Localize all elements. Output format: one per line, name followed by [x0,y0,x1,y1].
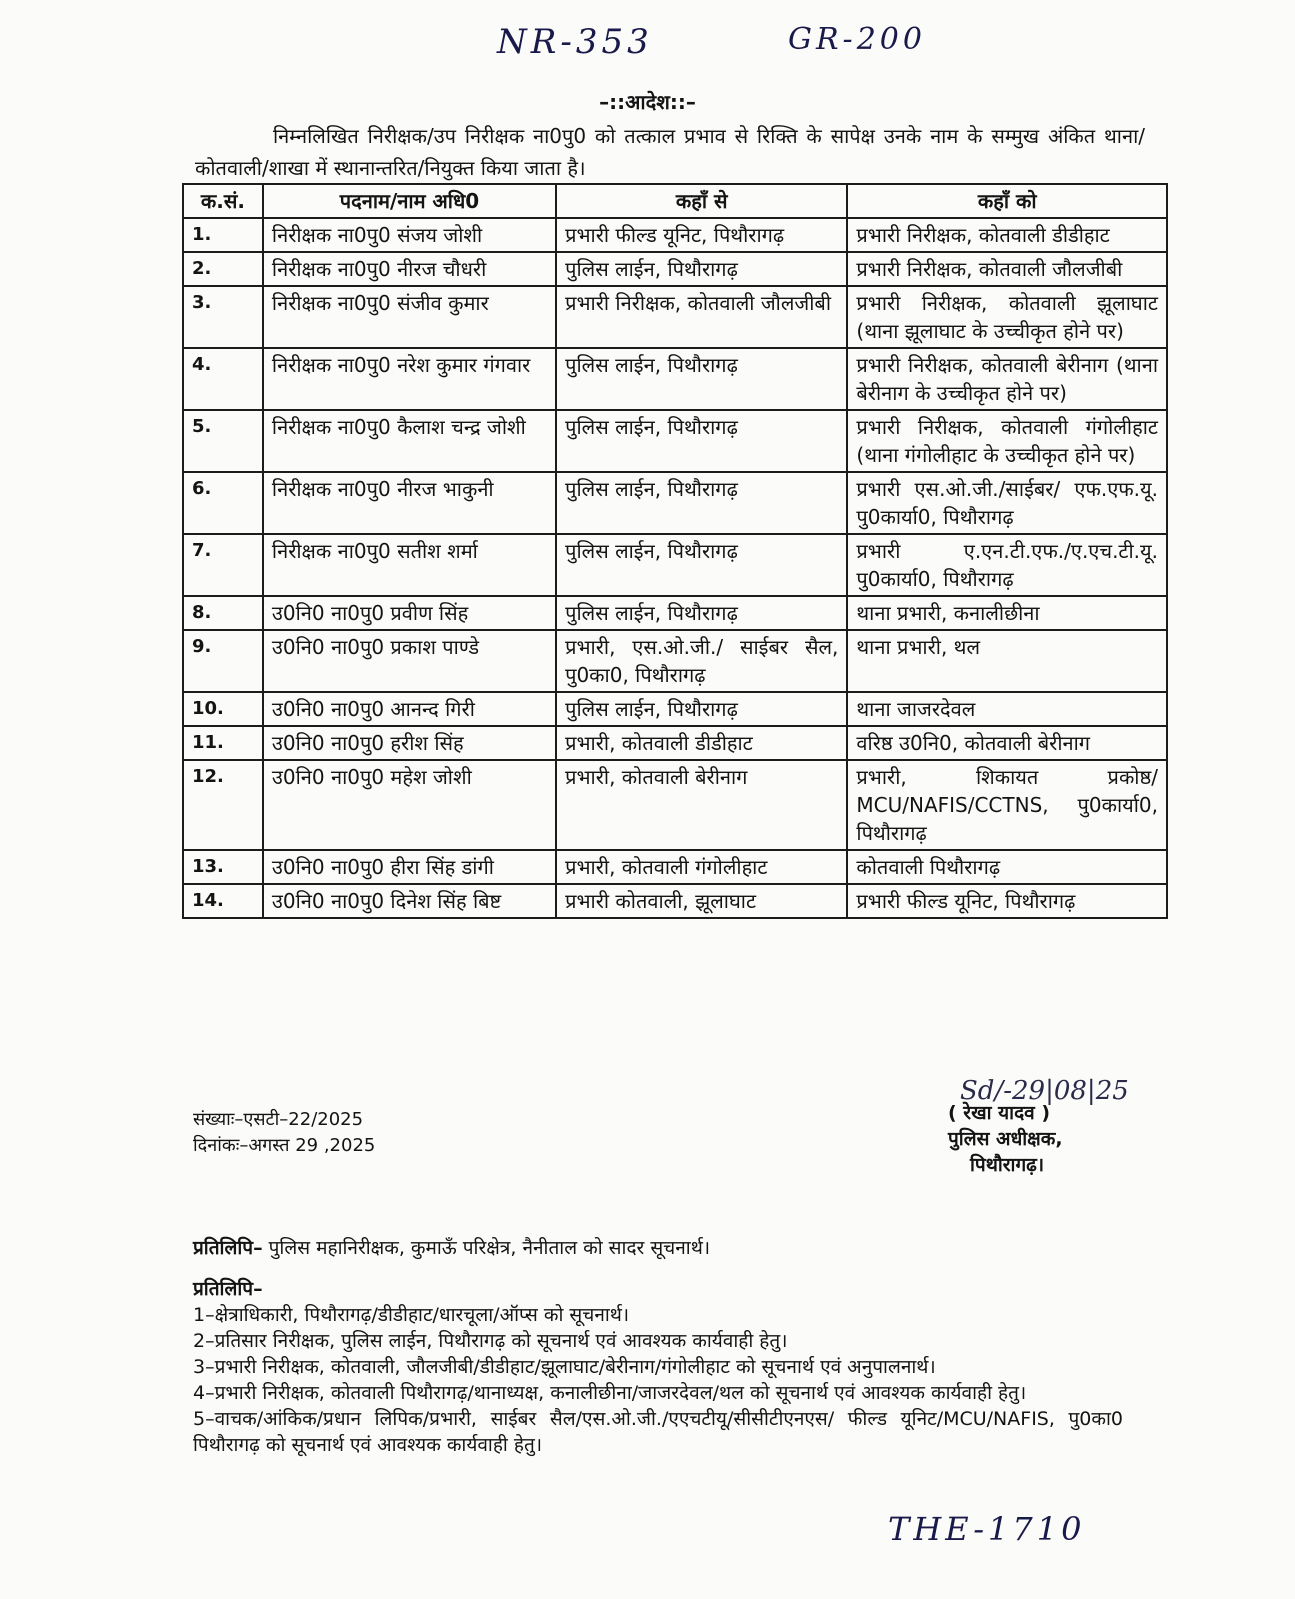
row-from: प्रभारी, एस.ओ.जी./ साईबर सैल, पु0का0, पिथौरागढ़ [556,630,847,692]
row-serial: 1. [183,218,263,252]
row-to: थाना प्रभारी, थल [847,630,1167,692]
row-serial: 2. [183,252,263,286]
row-serial: 8. [183,596,263,630]
reference-date: दिनांकः–अगस्त 29 ,2025 [193,1135,376,1156]
order-title: –::आदेश::– [599,90,696,114]
table-row [183,850,1167,884]
table-row [183,472,1167,534]
row-from: प्रभारी फील्ड यूनिट, पिथौरागढ़ [556,218,847,252]
row-to: प्रभारी एस.ओ.जी./साईबर/ एफ.एफ.यू. पु0कार्या0, पिथौरागढ़ [847,472,1167,534]
row-to: वरिष्ठ उ0नि0, कोतवाली बेरीनाग [847,726,1167,760]
row-serial: 10. [183,692,263,726]
reference-number: संख्याः–एसटी–22/2025 [193,1109,364,1130]
row-designation-name: निरीक्षक ना0पु0 नीरज भाकुनी [263,472,556,534]
handwritten-note-top-left: NR-353 [497,22,653,62]
table-row [183,630,1167,692]
row-to: प्रभारी निरीक्षक, कोतवाली झूलाघाट (थाना झूलाघाट के उच्चीकृत होने पर) [847,286,1167,348]
row-from: प्रभारी निरीक्षक, कोतवाली जौलजीबी [556,286,847,348]
row-from: पुलिस लाईन, पिथौरागढ़ [556,472,847,534]
signatory-place: पिथौरागढ़। [970,1154,1045,1176]
row-serial: 12. [183,760,263,850]
copy-first [193,1234,710,1260]
table-row [183,760,1167,850]
table-row [183,348,1167,410]
row-designation-name: निरीक्षक ना0पु0 संजीव कुमार [263,286,556,348]
row-designation-name: उ0नि0 ना0पु0 हीरा सिंह डांगी [263,850,556,884]
signature-scrawl: Sd/-29|08|25 [960,1076,1129,1106]
row-to: प्रभारी फील्ड यूनिट, पिथौरागढ़ [847,884,1167,918]
header-from: कहाँ से [556,184,847,218]
table-row [183,286,1167,348]
table-row [183,534,1167,596]
copy-list [193,1276,1123,1458]
header-designation-name: पदनाम/नाम अधि0 [263,184,556,218]
row-designation-name: उ0नि0 ना0पु0 प्रवीण सिंह [263,596,556,630]
row-to: प्रभारी निरीक्षक, कोतवाली गंगोलीहाट (थाना गंगोलीहाट के उच्चीकृत होने पर) [847,410,1167,472]
transfer-table [182,183,1168,919]
row-serial: 6. [183,472,263,534]
row-to: प्रभारी निरीक्षक, कोतवाली जौलजीबी [847,252,1167,286]
handwritten-note-bottom: THE-1710 [888,1510,1086,1548]
reference-block [193,1107,375,1159]
row-from: प्रभारी, कोतवाली बेरीनाग [556,760,847,850]
row-designation-name: उ0नि0 ना0पु0 आनन्द गिरी [263,692,556,726]
row-serial: 11. [183,726,263,760]
row-from: पुलिस लाईन, पिथौरागढ़ [556,348,847,410]
table-row [183,252,1167,286]
header-serial: क.सं. [183,184,263,218]
intro-text: निम्नलिखित निरीक्षक/उप निरीक्षक ना0पु0 को तत्काल प्रभाव से रिक्ति के सापेक्ष उनके नाम के सम्मुख अंकित थाना/कोतवाली/शाखा में स्थानान्तरित/नियुक्त किया जाता है। [195,124,1145,180]
row-serial: 7. [183,534,263,596]
row-from: प्रभारी, कोतवाली गंगोलीहाट [556,850,847,884]
row-to: प्रभारी ए.एन.टी.एफ./ए.एच.टी.यू. पु0कार्या0, पिथौरागढ़ [847,534,1167,596]
row-to: प्रभारी निरीक्षक, कोतवाली डीडीहाट [847,218,1167,252]
row-designation-name: उ0नि0 ना0पु0 हरीश सिंह [263,726,556,760]
row-from: पुलिस लाईन, पिथौरागढ़ [556,252,847,286]
row-serial: 3. [183,286,263,348]
row-to: प्रभारी, शिकायत प्रकोष्ठ/ MCU/NAFIS/CCTNS, पु0कार्या0, पिथौरागढ़ [847,760,1167,850]
row-from: प्रभारी, कोतवाली डीडीहाट [556,726,847,760]
row-to: थाना जाजरदेवल [847,692,1167,726]
row-from: पुलिस लाईन, पिथौरागढ़ [556,692,847,726]
copy-first-text: पुलिस महानिरीक्षक, कुमाऊँ परिक्षेत्र, नैनीताल को सादर सूचनार्थ। [262,1237,711,1259]
copy-list-label: प्रतिलिपि– [193,1278,263,1300]
table-header-row [183,184,1167,218]
row-serial: 13. [183,850,263,884]
row-from: पुलिस लाईन, पिथौरागढ़ [556,410,847,472]
row-from: पुलिस लाईन, पिथौरागढ़ [556,534,847,596]
copy-item: 5–वाचक/आंकिक/प्रधान लिपिक/प्रभारी, साईबर सैल/एस.ओ.जी./एएचटीयू/सीसीटीएनएस/ फील्ड यूनिट/MCU/NAFIS, पु0का0 पिथौरागढ़ को सूचनार्थ एवं आवश्यक कार्यवाही हेतु। [193,1408,1123,1456]
row-designation-name: उ0नि0 ना0पु0 दिनेश सिंह बिष्ट [263,884,556,918]
table-row [183,692,1167,726]
row-designation-name: निरीक्षक ना0पु0 सतीश शर्मा [263,534,556,596]
row-serial: 9. [183,630,263,692]
table-row [183,884,1167,918]
row-to: प्रभारी निरीक्षक, कोतवाली बेरीनाग (थाना बेरीनाग के उच्चीकृत होने पर) [847,348,1167,410]
copy-item: 3–प्रभारी निरीक्षक, कोतवाली, जौलजीबी/डीडीहाट/झूलाघाट/बेरीनाग/गंगोलीहाट को सूचनार्थ एवं अनुपालनार्थ। [193,1356,936,1378]
row-designation-name: उ0नि0 ना0पु0 महेश जोशी [263,760,556,850]
row-designation-name: निरीक्षक ना0पु0 नरेश कुमार गंगवार [263,348,556,410]
signatory-name: ( रेखा यादव ) [948,1102,1051,1124]
row-designation-name: उ0नि0 ना0पु0 प्रकाश पाण्डे [263,630,556,692]
row-designation-name: निरीक्षक ना0पु0 कैलाश चन्द्र जोशी [263,410,556,472]
row-from: प्रभारी कोतवाली, झूलाघाट [556,884,847,918]
table-row [183,726,1167,760]
intro-paragraph [195,120,1145,184]
handwritten-note-top-right: GR-200 [788,22,926,57]
row-to: थाना प्रभारी, कनालीछीना [847,596,1167,630]
copy-item: 1–क्षेत्राधिकारी, पिथौरागढ़/डीडीहाट/धारचूला/ऑप्स को सूचनार्थ। [193,1304,630,1326]
signature-block [948,1100,1063,1178]
row-from: पुलिस लाईन, पिथौरागढ़ [556,596,847,630]
row-serial: 4. [183,348,263,410]
table-row [183,596,1167,630]
header-to: कहाँ को [847,184,1167,218]
row-serial: 14. [183,884,263,918]
table-row [183,410,1167,472]
signatory-designation: पुलिस अधीक्षक, [948,1128,1063,1150]
row-designation-name: निरीक्षक ना0पु0 नीरज चौधरी [263,252,556,286]
row-designation-name: निरीक्षक ना0पु0 संजय जोशी [263,218,556,252]
table-row [183,218,1167,252]
row-to: कोतवाली पिथौरागढ़ [847,850,1167,884]
copy-item: 2–प्रतिसार निरीक्षक, पुलिस लाईन, पिथौरागढ़ को सूचनार्थ एवं आवश्यक कार्यवाही हेतु। [193,1330,788,1352]
copy-first-label: प्रतिलिपि– [193,1237,263,1259]
row-serial: 5. [183,410,263,472]
copy-item: 4–प्रभारी निरीक्षक, कोतवाली पिथौरागढ़/थानाध्यक्ष, कनालीछीना/जाजरदेवल/थल को सूचनार्थ एवं आवश्यक कार्यवाही हेतु। [193,1382,1027,1404]
